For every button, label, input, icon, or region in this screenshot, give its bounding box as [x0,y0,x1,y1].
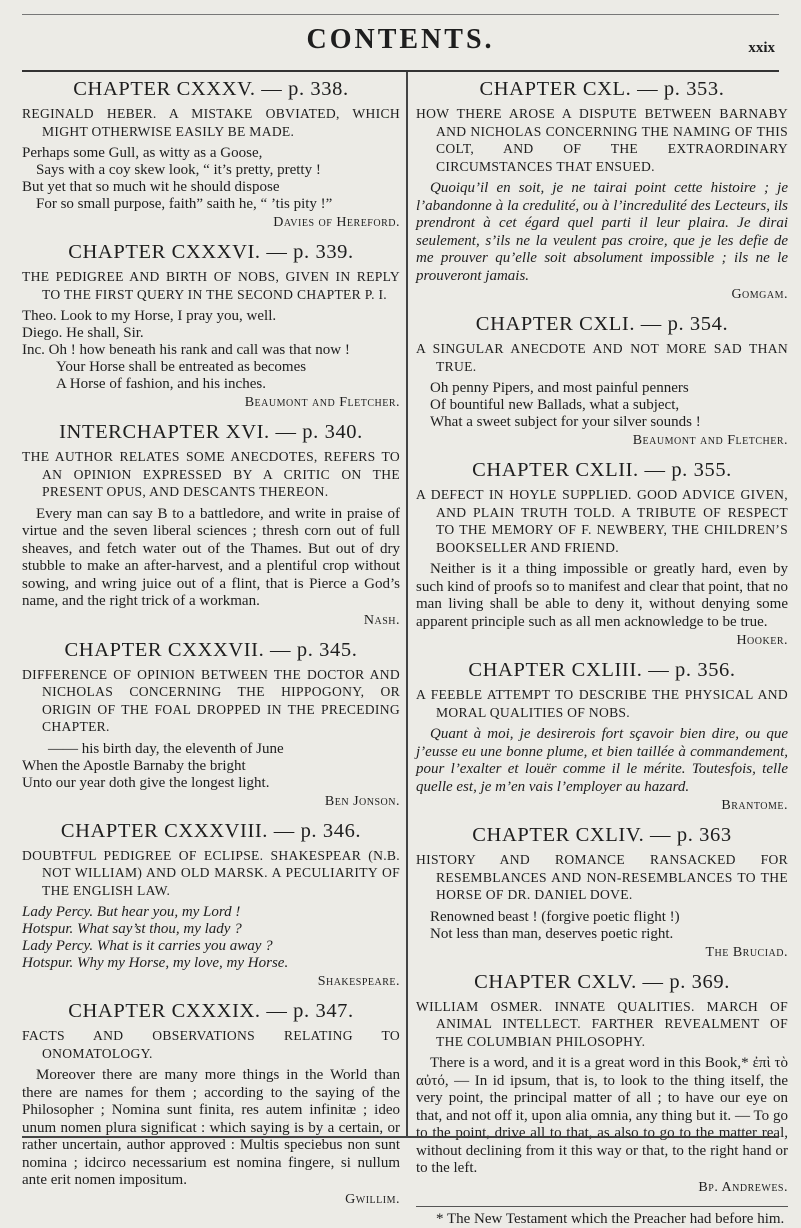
epigraph-attribution: Bp. Andrewes. [698,1179,788,1195]
chapter-summary: A SINGULAR ANECDOTE AND NOT MORE SAD THAN TRUE. [416,341,788,374]
chapter-heading: CHAPTER CXLI. — p. 354. [475,313,729,335]
chapter-entry [22,820,400,991]
verse-line: Renowned beast ! (forgive poetic flight !) [430,908,680,925]
left-column [22,72,406,1207]
chapter-heading: CHAPTER CXLIV. — p. 363 [472,824,732,846]
chapter-entry [22,1000,400,1208]
epigraph-attribution: Ben Jonson. [324,793,400,809]
epigraph-attribution: Brantome. [721,798,788,813]
epigraph-prose: Moreover there are many more things in the World than there are names for them ; according to the saying of the Philosopher ; Nomina sunt finita, res autem infinitæ ; ideo unum nomen plura significat : which saying is by a certain, or rather uncertain, author approved : Multis speciebus non sunt nomina ; idcirco necessarium est nomina fingere, si nullum ante erit nomen impositum. [22,1067,400,1188]
chapter-heading: CHAPTER CXL. — p. 353. [479,78,725,100]
verse-line: But yet that so much wit he should dispose [22,179,280,195]
epigraph-attribution: Davies of Hereford. [273,215,400,230]
page-number: xxix [748,40,775,56]
epigraph-attribution: Gomgam. [731,287,788,302]
epigraph-attribution: Beaumont and Fletcher. [632,433,788,448]
verse-line: Says with a coy skew look, “ it’s pretty, pretty ! [36,162,321,178]
verse-line: Not less than man, deserves poetic right. [430,925,674,942]
epigraph-prose: Every man can say B to a battledore, and write in praise of virtue and the seven liberal sciences ; thresh corn out of full sheaves, and fetch water out of the Thames. But out of dry stubble to make an after-harvest, and a plentiful crop without sowing, and wring juice out of a flint, that is Pierce a God’s name, and the right trick of a workman. [22,505,400,609]
chapter-summary: DIFFERENCE OF OPINION BETWEEN THE DOCTOR AND NICHOLAS CONCERNING THE HIPPOGONY, OR ORIGIN OF THE FOAL DROPPED IN THE PRECEDING CHAPTER. [22,666,400,734]
chapter-entry [416,78,788,303]
chapter-heading: CHAPTER CXXXVII. — p. 345. [64,638,358,661]
verse-line: What a sweet subject for your silver sounds ! [430,414,701,430]
epigraph-attribution: Shakespeare. [317,974,400,989]
chapter-summary: DOUBTFUL PEDIGREE OF ECLIPSE. SHAKESPEAR (N.B. NOT WILLIAM) AND OLD MARSK. A PECULIARITY OF THE ENGLISH LAW. [22,847,400,898]
verse-line: Lady Percy. But hear you, my Lord ! [22,904,241,920]
verse-line: Hotspur. What say’st thou, my lady ? [22,921,242,937]
chapter-summary: FACTS AND OBSERVATIONS RELATING TO ONOMATOLOGY. [22,1028,400,1061]
chapter-heading: CHAPTER CXXXVI. — p. 339. [68,241,354,263]
verse-line: For so small purpose, faith” saith he, “ ’tis pity !” [36,196,333,212]
epigraph-verse [416,909,788,943]
chapter-summary: REGINALD HEBER. A MISTAKE OBVIATED, WHICH MIGHT OTHERWISE EASILY BE MADE. [22,106,400,139]
epigraph-attribution: Beaumont and Fletcher. [244,395,400,410]
chapter-entry [22,78,400,231]
footnote: * The New Testament which the Preacher had before him. [436,1210,785,1227]
epigraph-attribution: Nash. [363,612,400,628]
verse-line: Unto our year doth give the longest light. [22,774,270,791]
chapter-heading: CHAPTER CXXXIX. — p. 347. [68,1000,354,1022]
chapter-heading: CHAPTER CXXXV. — p. 338. [73,78,349,100]
verse-line: Oh penny Pipers, and most painful penners [430,380,689,396]
chapter-heading: CHAPTER CXLV. — p. 369. [474,970,730,993]
chapter-heading: CHAPTER CXXXVIII. — p. 346. [60,819,362,842]
epigraph-prose: Quoiqu’il en soit, je ne tairai point cette histoire ; je l’abandonne à la credulité, ou à l’incredulité des Lecteurs, ils prendront à cet égard quel parti il leur plaira. Je dirai seulement, s’ils ne la veulent pas croire, que je les defie de me prouver qu’elle soit absolument impossible ; ils ne le prouveront jamais. [416,180,788,284]
verse-line: Perhaps some Gull, as witty as a Goose, [22,145,263,161]
bottom-rule [22,1136,779,1138]
header-top-rule [22,14,779,15]
verse-line: Your Horse shall be entreated as becomes [56,359,307,375]
chapter-entry [22,639,400,810]
epigraph-attribution: The Bruciad. [705,944,788,960]
epigraph-verse [416,380,788,431]
chapter-entry [22,241,400,411]
verse-line: Of bountiful new Ballads, what a subject, [430,397,680,413]
chapter-heading: CHAPTER CXLIII. — p. 356. [468,659,736,681]
chapter-entry [22,421,400,629]
epigraph-prose: There is a word, and it is a great word in this Book,* ἐπὶ τὸ αὐτό, — In id ipsum, that is, to look to the thing itself, the very point, the principal matter of all ; to have our eye on that, and not off it, upon alia omnia, any thing but it. — To go to the point, drive all to that, as also to go to the matter real, without declining from it this way or that, to the right hand or to the left. [416,1055,788,1176]
epigraph-attribution: Gwillim. [345,1191,400,1207]
chapter-heading: INTERCHAPTER XVI. — p. 340. [59,421,363,443]
verse-line: Diego. He shall, Sir. [22,325,144,341]
epigraph-verse [22,904,400,972]
right-column [406,72,789,1227]
chapter-entry [416,659,788,814]
verse-line: Hotspur. Why my Horse, my love, my Horse. [22,955,289,971]
chapter-summary: HOW THERE AROSE A DISPUTE BETWEEN BARNABY AND NICHOLAS CONCERNING THE NAMING OF THIS COLT, AND OF THE EXTRAORDINARY CIRCUMSTANCES THAT ENSUED. [416,106,788,174]
chapter-summary: A DEFECT IN HOYLE SUPPLIED. GOOD ADVICE GIVEN, AND PLAIN TRUTH TOLD. A TRIBUTE OF RESPECT TO THE MEMORY OF F. NEWBERY, THE CHILDREN’S BOOKSELLER AND FRIEND. [416,487,788,555]
epigraph-verse [22,741,400,792]
chapter-summary: THE AUTHOR RELATES SOME ANECDOTES, REFERS TO AN OPINION EXPRESSED BY A CRITIC ON THE PRESENT OPUS, AND DESCANTS THEREON. [22,449,400,499]
epigraph-verse [22,145,400,213]
chapter-summary: THE PEDIGREE AND BIRTH OF NOBS, GIVEN IN REPLY TO THE FIRST QUERY IN THE SECOND CHAPTER P. I. [22,269,400,302]
epigraph-attribution: Hooker. [736,633,788,648]
verse-line: —— his birth day, the eleventh of June [48,740,284,757]
verse-line: Inc. Oh ! how beneath his rank and call was that now ! [22,342,350,358]
epigraph-prose: Quant à moi, je desirerois fort sçavoir bien dire, ou que j’eusse eu une bonne plume, et bien taillée à commandement, pour l’exalter et louër comme il le mérite. Toutesfois, telle quelle est, je m’en vais l’employer au hazard. [416,726,788,795]
chapter-entry [416,459,788,649]
verse-line: A Horse of fashion, and his inches. [56,376,266,392]
epigraph-verse [22,308,400,393]
verse-line: Lady Percy. What is it carries you away ? [22,938,273,954]
chapter-entry [416,313,788,449]
chapter-heading: CHAPTER CXLII. — p. 355. [472,459,732,481]
chapter-entry [416,971,788,1196]
page-header [22,0,779,72]
footnote-divider [416,1206,788,1207]
chapter-summary: A FEEBLE ATTEMPT TO DESCRIBE THE PHYSICAL AND MORAL QUALITIES OF NOBS. [416,687,788,720]
verse-line: When the Apostle Barnaby the bright [22,757,246,774]
chapter-summary: WILLIAM OSMER. INNATE QUALITIES. MARCH OF ANIMAL INTELLECT. FARTHER REVEALMENT OF THE COLUMBIAN PHILOSOPHY. [416,998,788,1049]
chapter-summary: HISTORY AND ROMANCE RANSACKED FOR RESEMBLANCES AND NON-RESEMBLANCES TO THE HORSE OF DR. DANIEL DOVE. [416,852,788,902]
epigraph-prose: Neither is it a thing impossible or greatly hard, even by such kind of proofs so to manifest and clear that point, that no man living shall be able to deny it, without denying some apparent principle such as all men acknowledge to be true. [416,561,789,630]
verse-line: Theo. Look to my Horse, I pray you, well. [22,308,277,324]
page-title: CONTENTS. [306,24,495,55]
chapter-entry [416,824,788,961]
